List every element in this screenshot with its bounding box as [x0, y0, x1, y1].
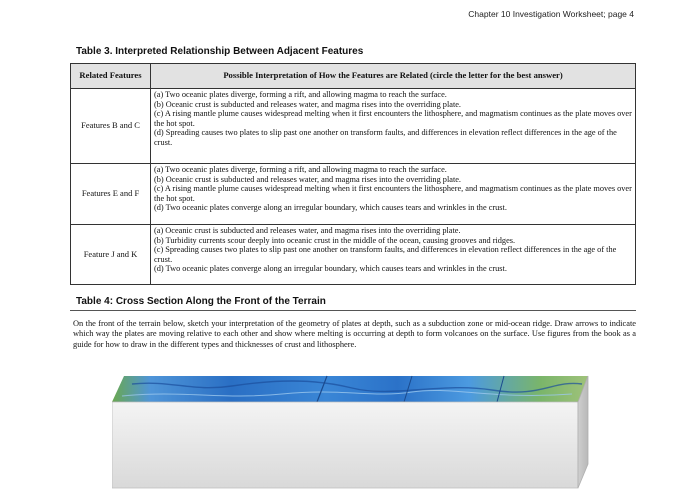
option-a[interactable]: (a) Oceanic crust is subducted and releases water, and magma rises into the overriding plate. — [154, 226, 461, 235]
col-header-interpretation: Possible Interpretation of How the Features are Related (circle the letter for the best answer) — [151, 64, 636, 89]
table4-title: Table 4: Cross Section Along the Front of the Terrain — [76, 296, 326, 307]
table3-title: Table 3. Interpreted Relationship Between Adjacent Features — [76, 46, 364, 57]
option-a[interactable]: (a) Two oceanic plates diverge, forming a rift, and allowing magma to reach the surface. — [154, 90, 447, 99]
table4-instructions: On the front of the terrain below, sketch your interpretation of the geometry of plates at depth, such as a subduction zone or mid-ocean ridge. Draw arrows to indicate which way the plates are moving relative to each other and show where melting is occurring at depth to form volcanoes on the surface. Use figures from the book as a guide for how to draw in the different types and thicknesses of crust and lithosphere. — [73, 319, 636, 349]
option-b[interactable]: (b) Oceanic crust is subducted and releases water, and magma rises into the overriding plate. — [154, 99, 462, 109]
options-cell — [151, 225, 636, 285]
terrain-top-surface — [112, 376, 588, 402]
option-a[interactable]: (a) Two oceanic plates diverge, forming a rift, and allowing magma to reach the surface. — [154, 165, 447, 174]
option-d[interactable]: (d) Spreading causes two plates to slip past one another on transform faults, and differences in elevation reflect differences in the age of the crust. — [154, 128, 617, 147]
table-row — [71, 225, 636, 285]
options-cell — [151, 164, 636, 225]
option-b[interactable]: (b) Turbidity currents scour deeply into oceanic crust in the middle of the ocean, causing grooves and ridges. — [154, 235, 516, 245]
option-c[interactable]: (c) A rising mantle plume causes widespread melting when it first encounters the lithosphere, and magmatism continues as the plate moves over the hot spot. — [154, 109, 632, 128]
terrain-front-face — [112, 402, 578, 488]
option-c[interactable]: (c) Spreading causes two plates to slip past one another on transform faults, and differences in elevation reflect differences in the age of the crust. — [154, 245, 617, 264]
option-d[interactable]: (d) Two oceanic plates converge along an irregular boundary, which causes tears and wrinkles in the crust. — [154, 264, 507, 274]
option-d[interactable]: (d) Two oceanic plates converge along an irregular boundary, which causes tears and wrinkles in the crust. — [154, 203, 507, 213]
feature-label-bc: Features B and C — [71, 89, 151, 164]
col-header-related-features: Related Features — [71, 64, 151, 89]
terrain-illustration — [112, 372, 592, 492]
page-header: Chapter 10 Investigation Worksheet; page 4 — [468, 9, 634, 19]
options-cell — [151, 89, 636, 164]
option-c[interactable]: (c) A rising mantle plume causes widespread melting when it first encounters the lithosphere, and magmatism continues as the plate moves over the hot spot. — [154, 184, 632, 203]
section-divider — [70, 310, 636, 311]
table-row — [71, 164, 636, 225]
terrain-block-diagram[interactable] — [112, 372, 592, 497]
feature-label-jk: Feature J and K — [71, 225, 151, 285]
table-row — [71, 89, 636, 164]
option-b[interactable]: (b) Oceanic crust is subducted and releases water, and magma rises into the overriding plate. — [154, 174, 462, 184]
feature-label-ef: Features E and F — [71, 164, 151, 225]
table3 — [70, 63, 636, 285]
table3-header-row — [71, 64, 636, 89]
